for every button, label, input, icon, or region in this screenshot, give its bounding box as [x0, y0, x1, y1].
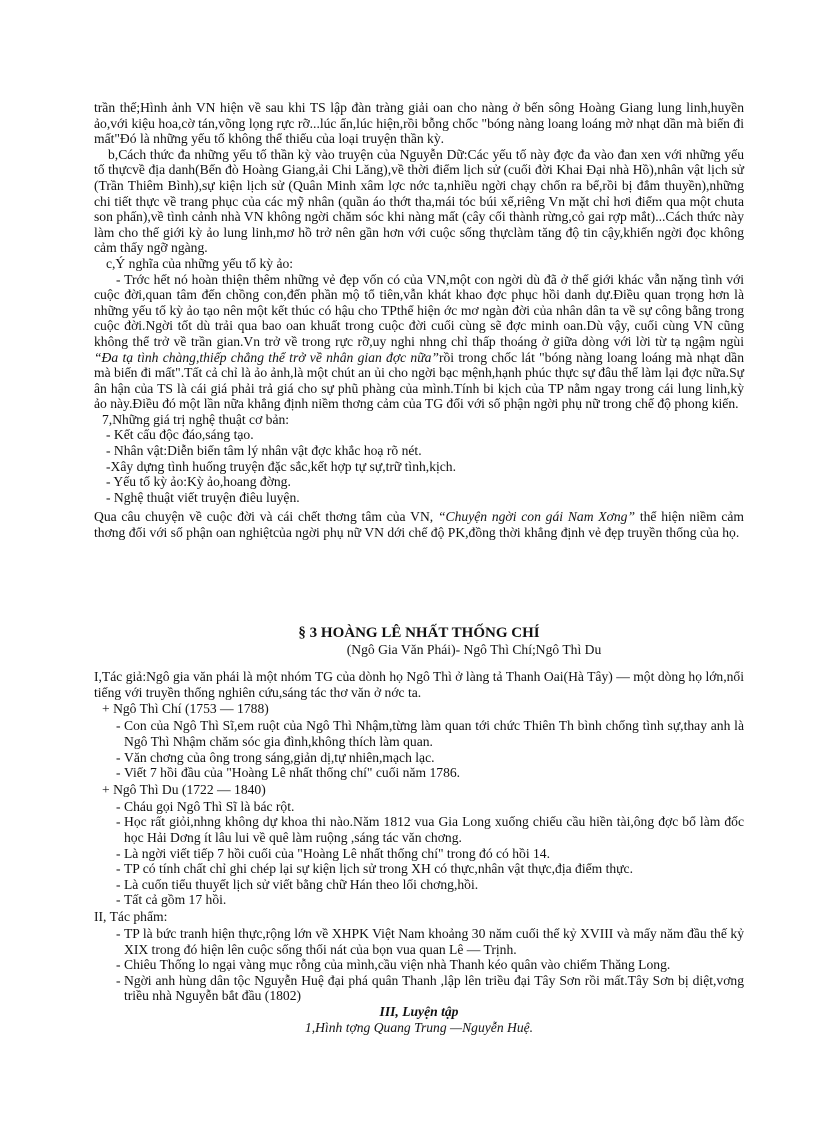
list-item	[94, 846, 744, 862]
heading-meaning: c,Ý nghĩa của những yếu tố kỳ ảo:	[106, 255, 294, 271]
bullet-dash: -	[116, 845, 121, 861]
works-label: II, Tác phẩm:	[94, 908, 168, 924]
document-page	[94, 100, 744, 1035]
bullet-dash: -	[116, 925, 121, 941]
bullet-dash: -	[116, 876, 121, 892]
list-item-text: Viết 7 hồi đầu của "Hoàng Lê nhất thống chí" cuối năm 1786.	[124, 765, 461, 781]
list-item	[94, 718, 744, 749]
list-item-text: TP có tính chất chỉ ghi chép lại sự kiện lịch sử trong XH có thực,nhân vật thực,địa điểm thực.	[124, 861, 633, 877]
list-item-text: Tất cả gồm 17 hồi.	[124, 892, 227, 908]
bullet-dash: -	[116, 892, 121, 908]
section-subtitle: (Ngô Gia Văn Phái)- Ngô Thì Chí;Ngô Thì Du	[346, 641, 602, 657]
list-item	[94, 957, 744, 973]
list-item	[94, 765, 744, 781]
list-item	[94, 877, 744, 893]
bullet-dash: -	[116, 861, 121, 877]
list-item: - Yếu tố kỳ ảo:Kỳ ảo,hoang đờng.	[106, 474, 291, 490]
meaning-text-b: rồi trong chốc lát "bóng nàng loang loáng mà nhạt dần mà biến đi mất".Tất cả chỉ là ảo ảnh,là một chút an ủi cho ngời bạc mệnh,hạnh phúc thực sự đâu thể làm lại đợc nữa.Sự ân hận của TS là cái giá phải trả giá cho sự phũ phàng của mình.Tính bi kịch của TP nằm ngay trong cái lung linh,kỳ ảo này.Điều đó một lần nữa khẳng định niềm thơng cảm của TG đối với số phận ngời phụ nữ trong chế độ phong kiến.	[94, 349, 744, 412]
paragraph-meaning	[94, 272, 744, 412]
bullet-dash: -	[116, 798, 121, 814]
list-item-text: Ngời anh hùng dân tộc Nguyễn Huệ đại phá quân Thanh ,lập lên triều đại Tây Sơn rồi mất.Tây Sơn bị diệt,vơng triều nhà Nguyễn bắt đầu (1802)	[124, 972, 744, 1004]
author-chi-label: + Ngô Thì Chí (1753 — 1788)	[102, 701, 269, 717]
bullet-dash: -	[116, 957, 121, 973]
meaning-quote: “Đa tạ tình chàng,thiếp chẳng thể trở về nhân gian đợc nữa”	[94, 349, 439, 365]
list-item: - Nhân vật:Diễn biến tâm lý nhân vật đợc khắc hoạ rõ nét.	[106, 443, 422, 459]
bullet-dash: -	[116, 972, 121, 988]
bullet-dash: -	[116, 814, 121, 830]
list-item	[94, 926, 744, 957]
list-item	[94, 814, 744, 845]
paragraph-legend-elements: trần thế;Hình ảnh VN hiện về sau khi TS lập đàn tràng giải oan cho nàng ở bến sông Hoàng Giang lung linh,huyền ảo,với kiệu hoa,cờ tán,võng lọng rực rỡ...lúc ẩn,lúc hiện,rồi bỗng chốc "bóng nàng loang loáng mờ nhạt dần mà biến đi mất"Đó là những yếu tố không thể thiếu của loại truyện thần kỳ.	[94, 100, 744, 147]
conclusion-text-a: Qua câu chuyện về cuộc đời và cái chết thơng tâm của VN,	[94, 509, 434, 525]
author-chi-title	[94, 700, 744, 718]
art-values-list	[94, 427, 744, 505]
author-du-label: + Ngô Thì Du (1722 — 1840)	[102, 781, 266, 797]
bullet-dash: -	[116, 765, 121, 781]
author-du-title	[94, 781, 744, 799]
list-item	[94, 861, 744, 877]
spacer	[94, 657, 744, 669]
list-item	[94, 799, 744, 815]
section-title: § 3 HOÀNG LÊ NHẤT THỐNG CHÍ	[298, 624, 540, 641]
list-item-text: Cháu gọi Ngô Thì Sĩ là bác rột.	[124, 798, 295, 814]
practice-item: 1,Hình tợng Quang Trung —Nguyễn Huệ.	[304, 1019, 534, 1035]
paragraph-authors: I,Tác giả:Ngô gia văn phái là một nhóm TG của dònh họ Ngô Thì ở làng tả Thanh Oai(Hà Tây) — một dòng họ lớn,nổi tiếng với truyền thống nghiên cứu,sáng tác thơ văn ở nớc ta.	[94, 669, 744, 700]
list-item: - Nghệ thuật viết truyện điêu luyện.	[106, 489, 300, 505]
paragraph-method: b,Cách thức đa những yếu tố thần kỳ vào truyện của Nguyễn Dữ:Các yếu tố này đợc đa vào đan xen với những yếu tố thựcvề địa danh(Bến đò Hoàng Giang,ải Chi Lăng),về thời điểm lịch sử (cuối đời Khai Đại nhà Hồ),nhân vật lịch sử (Trần Thiêm Bình),sự kiện lịch sử (Quân Minh xâm lợc nớc ta,nhiều ngời chạy chốn ra bể,rồi bị đắm thuyền),những chi tiết thực về trang phục của các mỹ nhân (quần áo thớt tha,mái tóc búi xế,riêng Vn mặt chỉ hơi điểm qua một chuta son phấn),về tình cảnh nhà VN không ngời chăm sóc khi nàng mất (cây cối thành rừng,cỏ gai rợp mắt)...Cách thức này làm cho thế giới kỳ ảo lung linh,mơ hồ trở nên gần hơn với cuộc sống thựclàm tăng độ tin cậy,khiến ngời đọc không cảm thấy ngỡ ngàng.	[94, 146, 744, 256]
list-item-text: Chiêu Thống lo ngại vàng mục rỗng của mình,cầu viện nhà Thanh kéo quân vào chiếm Thăng Long.	[124, 957, 671, 973]
list-item-text: Văn chơng của ông trong sáng,giản dị,tự nhiên,mạch lạc.	[124, 749, 435, 765]
list-item	[94, 892, 744, 908]
bullet-dash: -	[116, 749, 121, 765]
list-item-text: TP là bức tranh hiện thực,rộng lớn về XHPK Việt Nam khoảng 30 năm cuối thế kỷ XVIII và mấy năm đầu thế kỷ XIX trong đó hiện lên cuộc sống thối nát của bọn vua quan Lê — Trịnh.	[124, 925, 744, 957]
conclusion-text-b: thể hiện niềm cảm thơng đối với số phận oan nghiệtcủa ngời phụ nữ VN dới chế độ PK,đồng thời khẳng định vẻ đẹp truyền thống của họ.	[94, 509, 745, 541]
paragraph-conclusion	[94, 509, 744, 540]
conclusion-quote: “Chuyện ngời con gái Nam Xơng”	[437, 509, 636, 525]
list-item	[94, 750, 744, 766]
list-item-text: Là ngời viết tiếp 7 hồi cuối của "Hoàng Lê nhất thống chí" trong đó có hồi 14.	[124, 845, 551, 861]
works-title	[94, 908, 744, 926]
bullet-dash: -	[116, 718, 121, 734]
list-item: -Xây dựng tình huống truyện đặc sắc,kết hợp tự sự,trữ tình,kịch.	[106, 458, 457, 474]
list-item-text: Học rất giỏi,nhng không dự khoa thi nào.Năm 1812 vua Gia Long xuống chiếu cầu hiền tài,ông đợc bổ làm đốc học Hải Dơng ít lâu lui về quê làm ruộng ,sáng tác văn chơng.	[124, 814, 744, 845]
list-item	[94, 973, 744, 1004]
list-item-text: Con của Ngô Thì Sĩ,em ruột của Ngô Thì Nhậm,từng làm quan tới chức Thiên Th bình chống tình sự,thay anh là Ngô Thì Nhậm chăm sóc gia đình,không thích làm quan.	[124, 718, 744, 749]
list-item-text: Là cuốn tiểu thuyết lịch sử viết bằng chữ Hán theo lối chơng,hồi.	[124, 876, 479, 892]
practice-heading: III, Luyện tập	[379, 1003, 459, 1019]
meaning-text-a: - Trớc hết nó hoàn thiện thêm những vẻ đẹp vốn có của VN,một con ngời dù đã ở thế giới khác vẫn nặng tình với cuộc đời,quan tâm đến chồng con,đến phần mộ tổ tiên,vẫn khát khao đợc phục hồi danh dự.Điều quan trọng hơn là những yếu tố kỳ ảo tạo nên một kết thúc có hậu cho TPthể hiện ớc mơ ngàn đời của nhân dân ta về sự công bằng trong cuộc đời.Ngời tốt dù trải qua bao oan khuất trong cuộc đời cuối cùng sẽ đợc minh oan.Dù vậy, cuối cùng VN cũng không thể trở về trần gian.Vn trở về trong rực rỡ,uy nghi nhng chỉ thấp thoáng ở giữa dòng với lời từ tạ ngậm ngùi	[94, 271, 744, 349]
heading-art-values: 7,Những giá trị nghệ thuật cơ bản:	[102, 411, 290, 427]
list-item: - Kết cấu độc đáo,sáng tạo.	[106, 427, 254, 443]
